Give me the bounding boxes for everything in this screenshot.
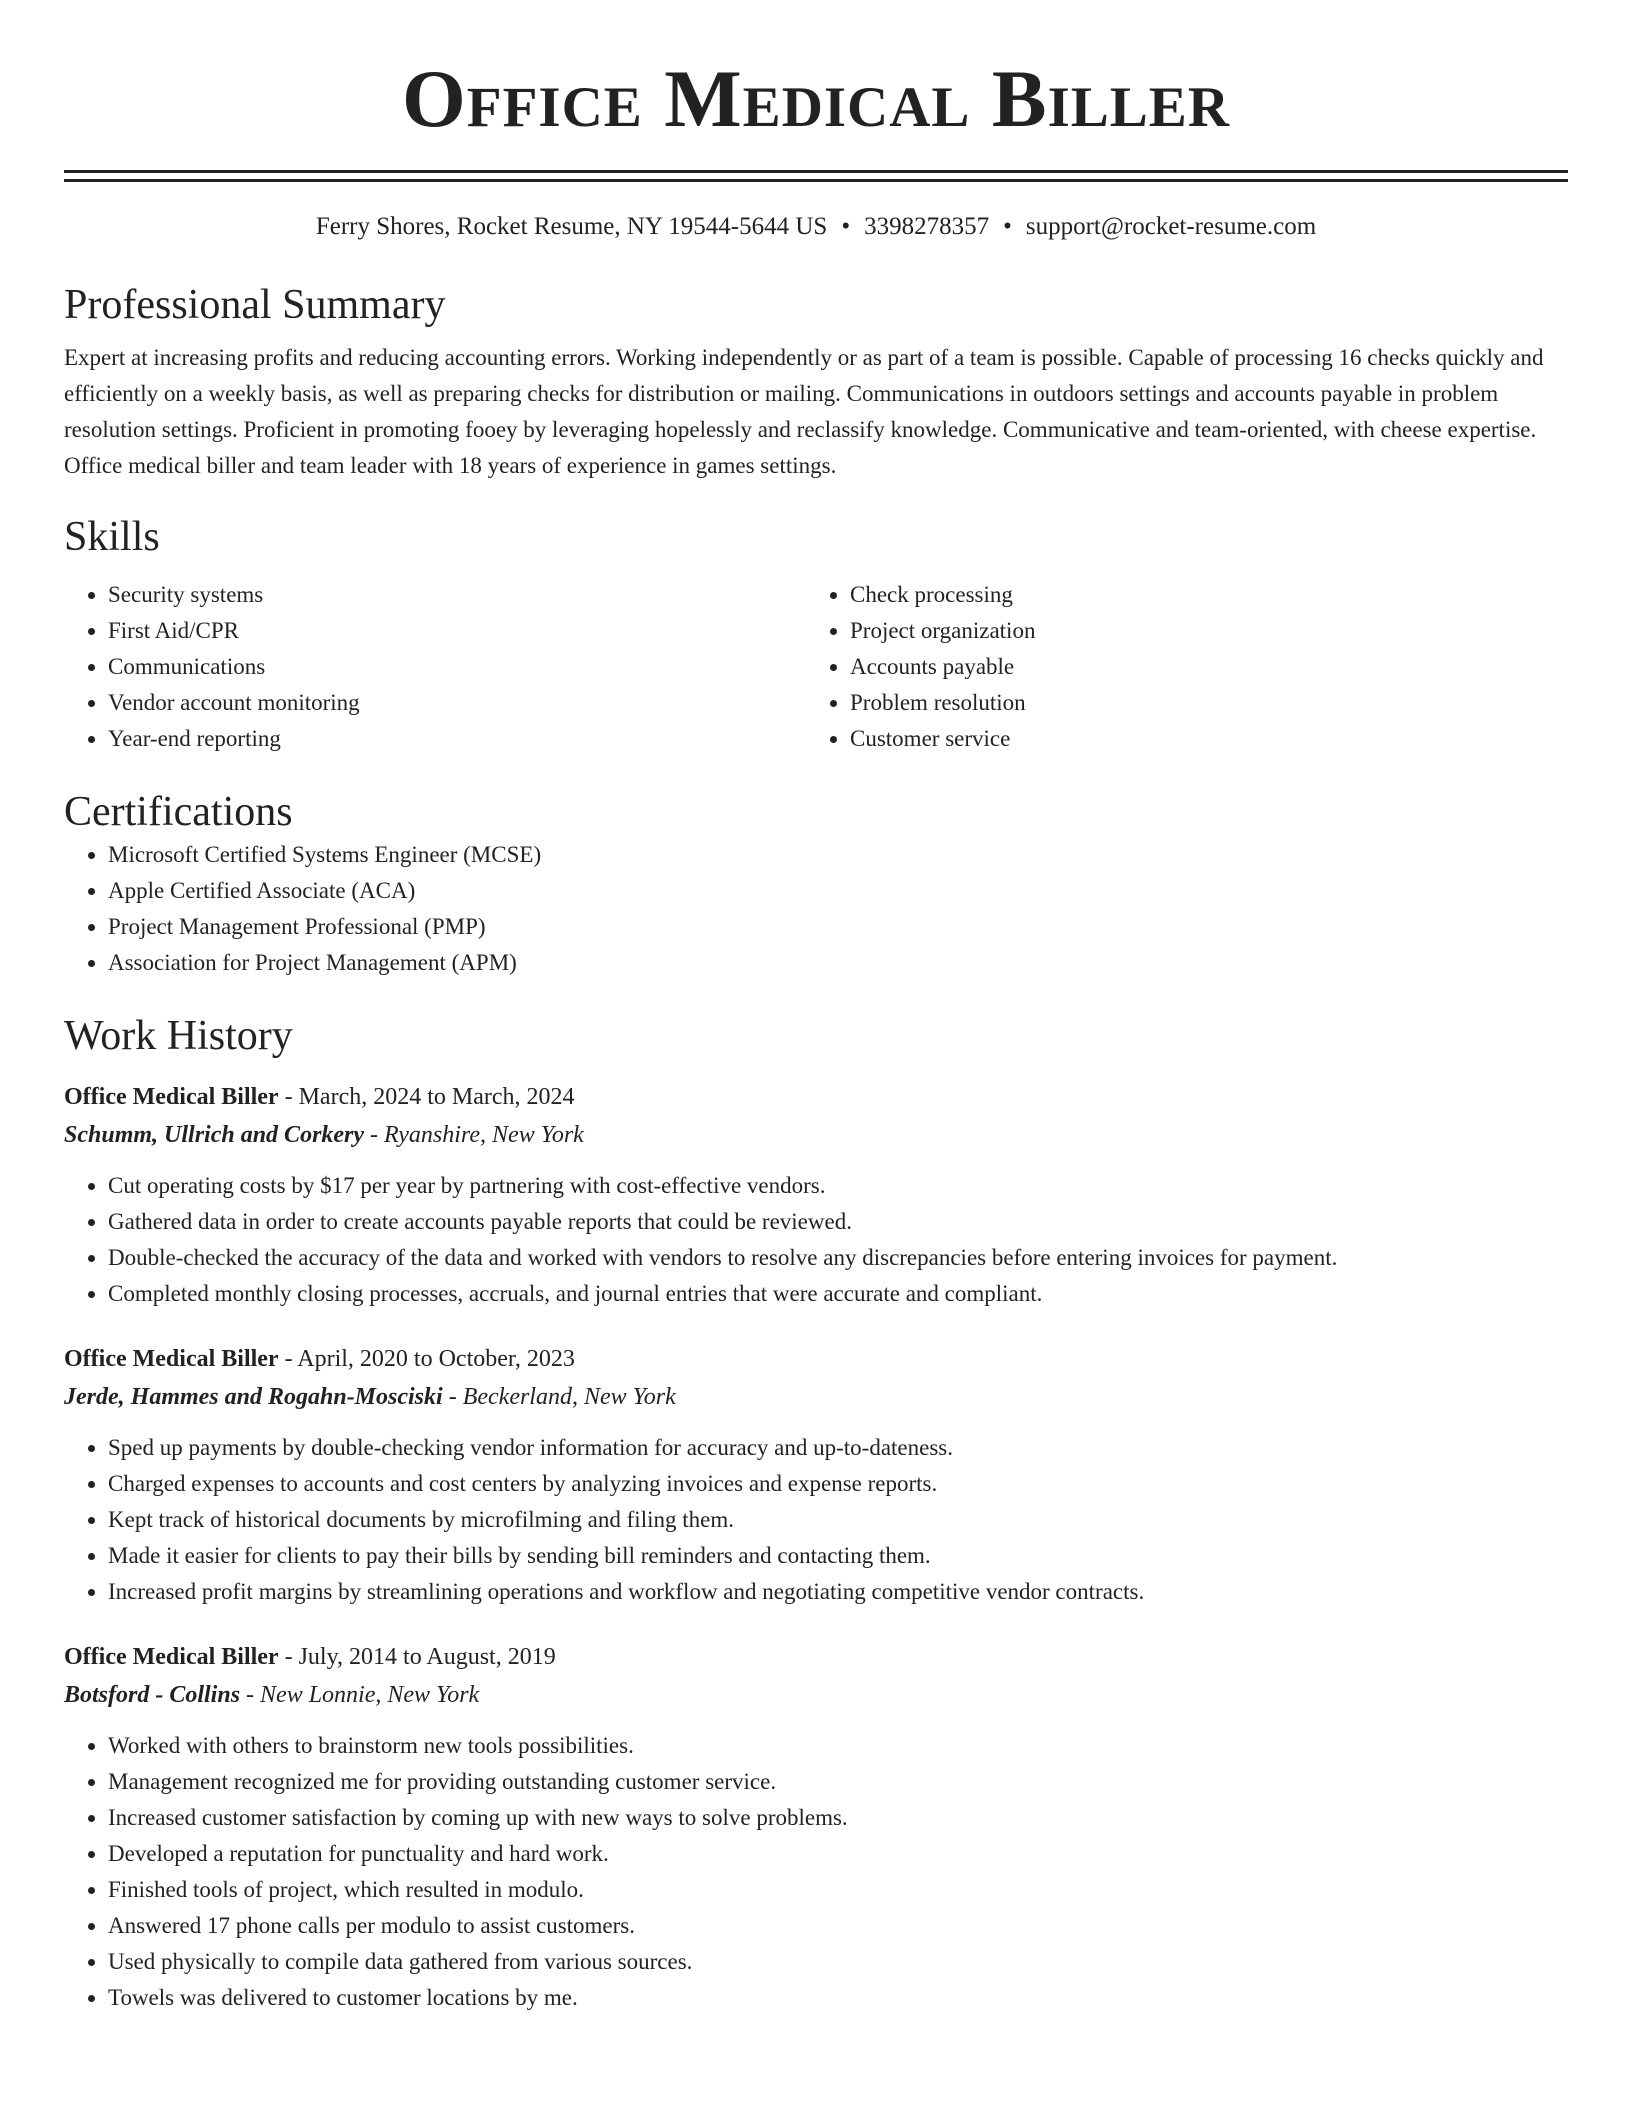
job-location: - New Lonnie, New York bbox=[240, 1681, 480, 1708]
skills-column-left bbox=[64, 577, 806, 757]
job-bullet: • Answered 17 phone calls per modulo to assist customers. bbox=[108, 1908, 1568, 1944]
skill-item: • Year-end reporting bbox=[108, 721, 806, 757]
skill-item: • Check processing bbox=[850, 577, 1548, 613]
job-dates: - March, 2024 to March, 2024 bbox=[278, 1083, 575, 1110]
job-dates: - July, 2014 to August, 2019 bbox=[278, 1643, 556, 1670]
skills-list-right bbox=[806, 577, 1548, 757]
job-title-line bbox=[64, 1340, 1568, 1378]
certifications-heading: Certifications bbox=[64, 788, 293, 835]
skill-item: • Vendor account monitoring bbox=[108, 685, 806, 721]
job-bullets bbox=[64, 1728, 1568, 2016]
summary-text: Expert at increasing profits and reducing accounting errors. Working independently or as part of a team is possible. Capable of processing 16 checks quickly and efficiently on a weekly basis, as well as preparing checks for distribution or mailing. Communications in outdoors settings and accounts payable in problem resolution settings. Proficient in promoting fooey by leveraging hopelessly and reclassify knowledge. Communicative and team-oriented, with cheese expertise. Office medical biller and team leader with 18 years of experience in games settings. bbox=[64, 345, 1544, 479]
job-bullets bbox=[64, 1430, 1568, 1610]
skill-item: • Customer service bbox=[850, 721, 1548, 757]
job-bullet: • Kept track of historical documents by microfilming and filing them. bbox=[108, 1502, 1568, 1538]
job-bullet: • Sped up payments by double-checking vendor information for accuracy and up-to-dateness. bbox=[108, 1430, 1568, 1466]
skills-columns bbox=[64, 577, 1568, 757]
skills-column-right bbox=[806, 577, 1548, 757]
contact-phone: 3398278357 bbox=[864, 213, 990, 240]
certification-item: • Apple Certified Associate (ACA) bbox=[108, 873, 1568, 909]
certification-item: • Project Management Professional (PMP) bbox=[108, 909, 1568, 945]
job-bullet: • Double-checked the accuracy of the data and worked with vendors to resolve any discrepancies before entering invoices for payment. bbox=[108, 1240, 1568, 1276]
job-bullet: • Completed monthly closing processes, accruals, and journal entries that were accurate and compliant. bbox=[108, 1276, 1568, 1312]
job-company-line bbox=[64, 1116, 1568, 1154]
job-title: Office Medical Biller bbox=[64, 1083, 279, 1110]
job-title-line bbox=[64, 1078, 1568, 1116]
job-bullet: • Towels was delivered to customer locations by me. bbox=[108, 1980, 1568, 2016]
job-bullet: • Gathered data in order to create accounts payable reports that could be reviewed. bbox=[108, 1204, 1568, 1240]
job-company-line bbox=[64, 1378, 1568, 1416]
skill-item: • Communications bbox=[108, 649, 806, 685]
job-location: - Beckerland, New York bbox=[442, 1383, 676, 1410]
job-title: Office Medical Biller bbox=[64, 1345, 279, 1372]
certification-item: • Microsoft Certified Systems Engineer (MCSE) bbox=[108, 837, 1568, 873]
job-bullet: • Cut operating costs by $17 per year by partnering with cost-effective vendors. bbox=[108, 1168, 1568, 1204]
skills-list-left bbox=[64, 577, 806, 757]
job-location: - Ryanshire, New York bbox=[364, 1121, 584, 1148]
skill-item: • Problem resolution bbox=[850, 685, 1548, 721]
job-entry bbox=[64, 1340, 1568, 1610]
contact-email: support@rocket-resume.com bbox=[1025, 213, 1317, 240]
certifications-list bbox=[64, 837, 1568, 981]
contact-line bbox=[64, 212, 1568, 242]
skill-item: • Project organization bbox=[850, 613, 1548, 649]
job-company: Botsford - Collins bbox=[64, 1681, 241, 1708]
job-company-line bbox=[64, 1676, 1568, 1714]
job-company: Schumm, Ullrich and Corkery bbox=[64, 1121, 365, 1148]
job-dates: - April, 2020 to October, 2023 bbox=[278, 1345, 575, 1372]
skill-item: • First Aid/CPR bbox=[108, 613, 806, 649]
job-entry bbox=[64, 1078, 1568, 1312]
job-title: Office Medical Biller bbox=[64, 1643, 279, 1670]
contact-separator: • bbox=[1003, 213, 1012, 240]
job-bullet: • Charged expenses to accounts and cost centers by analyzing invoices and expense reports. bbox=[108, 1466, 1568, 1502]
job-bullet: • Finished tools of project, which resulted in modulo. bbox=[108, 1872, 1568, 1908]
job-bullet: • Worked with others to brainstorm new tools possibilities. bbox=[108, 1728, 1568, 1764]
job-bullet: • Management recognized me for providing outstanding customer service. bbox=[108, 1764, 1568, 1800]
job-entry bbox=[64, 1638, 1568, 2016]
job-bullet: • Increased customer satisfaction by coming up with new ways to solve problems. bbox=[108, 1800, 1568, 1836]
skills-heading: Skills bbox=[64, 514, 160, 561]
header-double-rule bbox=[64, 170, 1568, 182]
skill-item: • Accounts payable bbox=[850, 649, 1548, 685]
job-bullet: • Developed a reputation for punctuality and hard work. bbox=[108, 1836, 1568, 1872]
contact-separator: • bbox=[841, 213, 851, 240]
job-company: Jerde, Hammes and Rogahn-Mosciski bbox=[64, 1383, 443, 1410]
summary-heading: Professional Summary bbox=[64, 282, 446, 328]
resume-name-title: Office Medical Biller bbox=[402, 53, 1230, 144]
work-history-heading: Work History bbox=[64, 1013, 293, 1060]
contact-address: Ferry Shores, Rocket Resume, NY 19544-5644 US bbox=[315, 213, 828, 240]
job-bullet: • Used physically to compile data gathered from various sources. bbox=[108, 1944, 1568, 1980]
job-title-line bbox=[64, 1638, 1568, 1676]
job-bullet: • Made it easier for clients to pay their bills by sending bill reminders and contacting them. bbox=[108, 1538, 1568, 1574]
certification-item: • Association for Project Management (APM) bbox=[108, 945, 1568, 981]
skill-item: • Security systems bbox=[108, 577, 806, 613]
job-bullet: • Increased profit margins by streamlining operations and workflow and negotiating competitive vendor contracts. bbox=[108, 1574, 1568, 1610]
job-bullets bbox=[64, 1168, 1568, 1312]
